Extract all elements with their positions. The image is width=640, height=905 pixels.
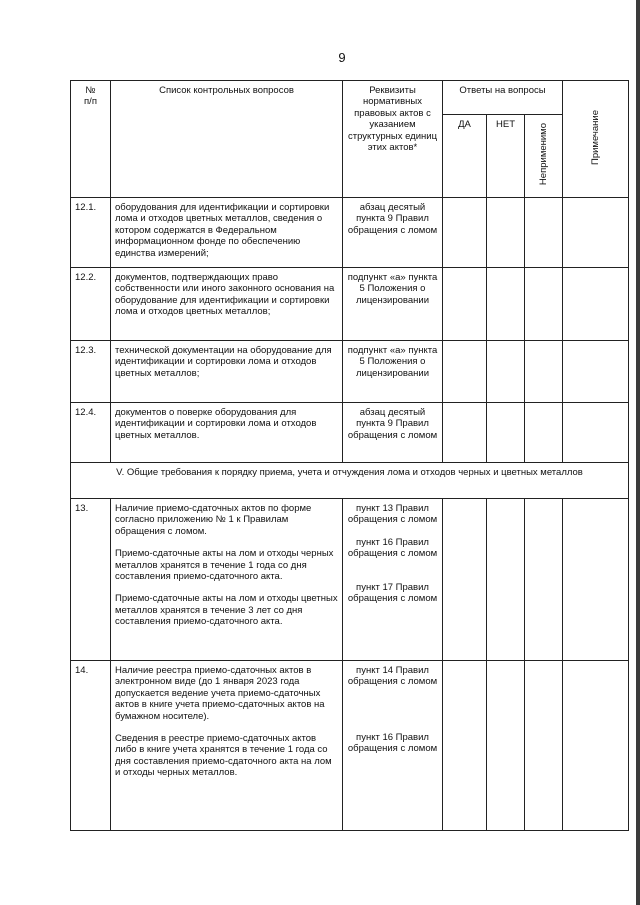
question-paragraph: Приемо-сдаточные акты на лом и отходы цветных металлов хранятся в течение 3 лет со дня составления приемо-сдаточного акта.: [115, 593, 338, 628]
row-question: [111, 499, 343, 661]
question-paragraph: Сведения в реестре приемо-сдаточных актов либо в книге учета хранятся в течение 1 года со дня составления приемо-сдаточного акта на лом и отходы черных металлов.: [115, 733, 332, 779]
answer-na-cell[interactable]: [525, 403, 563, 463]
answer-na-cell[interactable]: [525, 198, 563, 268]
table-row: [71, 499, 629, 661]
row-requisite: [343, 499, 443, 661]
answer-yes-cell[interactable]: [443, 268, 487, 341]
note-cell[interactable]: [563, 661, 629, 831]
answer-yes-cell[interactable]: [443, 661, 487, 831]
row-question: документов о поверке оборудования для идентификации и сортировки лома и отходов цветных металлов.: [111, 403, 343, 463]
answer-na-cell[interactable]: [525, 341, 563, 403]
answer-no-cell[interactable]: [487, 403, 525, 463]
row-num: 12.4.: [71, 403, 111, 463]
answer-yes-cell[interactable]: [443, 198, 487, 268]
answer-no-cell[interactable]: [487, 341, 525, 403]
requisite-paragraph: пункт 13 Правил обращения с ломом: [347, 503, 438, 526]
answer-no-cell[interactable]: [487, 268, 525, 341]
answer-yes-cell[interactable]: [443, 499, 487, 661]
row-num: 13.: [71, 499, 111, 661]
answer-yes-cell[interactable]: [443, 341, 487, 403]
answer-yes-cell[interactable]: [443, 403, 487, 463]
question-paragraph: Приемо-сдаточные акты на лом и отходы черных металлов хранятся в течение 1 года со дня составления приемо-сдаточного акта.: [115, 548, 334, 583]
scan-edge: [636, 0, 640, 905]
answer-no-cell[interactable]: [487, 499, 525, 661]
row-requisite: абзац десятый пункта 9 Правил обращения с ломом: [343, 403, 443, 463]
requisite-paragraph: пункт 17 Правил обращения с ломом: [347, 581, 438, 605]
header-na-label: Неприменимо: [537, 123, 549, 186]
row-requisite: подпункт «а» пункта 5 Положения о лицензировании: [343, 341, 443, 403]
requisite-paragraph: пункт 16 Правил обращения с ломом: [347, 731, 438, 755]
note-cell[interactable]: [563, 341, 629, 403]
question-paragraph: Наличие реестра приемо-сдаточных актов в электронном виде (до 1 января 2023 года допускается ведение учета приемо-сдаточных актов в книге учета приемо-сдаточных актов на бумажном носителе).: [115, 665, 325, 722]
table-row: [71, 661, 629, 831]
header-note: [563, 81, 629, 198]
row-question: [111, 661, 343, 831]
answer-na-cell[interactable]: [525, 661, 563, 831]
header-questions: Список контрольных вопросов: [111, 81, 343, 198]
row-requisite: абзац десятый пункта 9 Правил обращения с ломом: [343, 198, 443, 268]
page-number: 9: [338, 50, 346, 65]
answer-no-cell[interactable]: [487, 198, 525, 268]
header-na: [525, 114, 563, 197]
row-question: документов, подтверждающих право собственности или иного законного основания на оборудование для идентификации и сортировки лома и отходов цветных металлов;: [111, 268, 343, 341]
header-note-label: Примечание: [589, 109, 601, 165]
table-row: [71, 268, 629, 341]
section-title: V. Общие требования к порядку приема, учета и отчуждения лома и отходов черных и цветных металлов: [71, 463, 629, 499]
header-yes: ДА: [443, 114, 487, 197]
note-cell[interactable]: [563, 198, 629, 268]
answer-na-cell[interactable]: [525, 268, 563, 341]
row-num: 14.: [71, 661, 111, 831]
row-num: 12.2.: [71, 268, 111, 341]
header-num: № п/п: [71, 81, 111, 198]
row-requisite: [343, 661, 443, 831]
header-requisites: Реквизиты нормативных правовых актов с указанием структурных единиц этих актов*: [343, 81, 443, 198]
row-num: 12.1.: [71, 198, 111, 268]
header-answers: Ответы на вопросы: [443, 81, 563, 115]
note-cell[interactable]: [563, 499, 629, 661]
row-question: технической документации на оборудование для идентификации и сортировки лома и отходов цветных металлов;: [111, 341, 343, 403]
note-cell[interactable]: [563, 268, 629, 341]
requisite-paragraph: пункт 16 Правил обращения с ломом: [347, 536, 438, 560]
row-num: 12.3.: [71, 341, 111, 403]
row-question: оборудования для идентификации и сортировки лома и отходов цветных металлов, сведения о котором содержатся в Федеральном информационном фонде по обеспечению единства измерений;: [111, 198, 343, 268]
section-row: [71, 463, 629, 499]
answer-no-cell[interactable]: [487, 661, 525, 831]
requisite-paragraph: пункт 14 Правил обращения с ломом: [347, 665, 438, 688]
row-requisite: подпункт «а» пункта 5 Положения о лицензировании: [343, 268, 443, 341]
table-row: [71, 341, 629, 403]
question-paragraph: Наличие приемо-сдаточных актов по форме согласно приложению № 1 к Правилам обращения с ломом.: [115, 503, 312, 537]
note-cell[interactable]: [563, 403, 629, 463]
answer-na-cell[interactable]: [525, 499, 563, 661]
table-row: [71, 403, 629, 463]
header-no: НЕТ: [487, 114, 525, 197]
checklist-table: [70, 80, 629, 831]
table-row: [71, 198, 629, 268]
